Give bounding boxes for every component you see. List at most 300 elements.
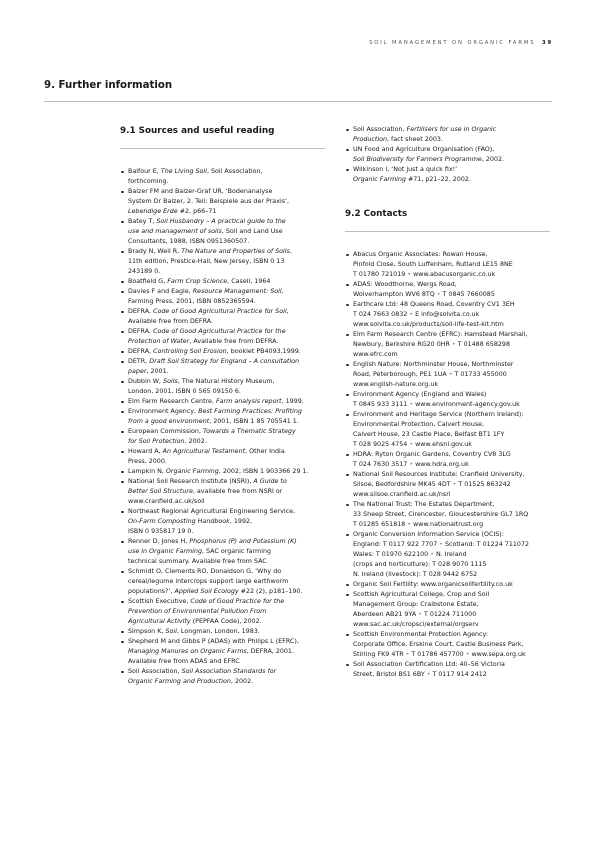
text-segment: Soil Association, <box>128 668 182 675</box>
list-item-line <box>128 427 335 437</box>
italic-title: Soil Husbandry – A practical guide to the <box>156 218 286 225</box>
text-segment: Corporate Office, Erskine Court, Castle Business Park, <box>353 641 524 648</box>
text-segment: Pinfold Close, South Luffenham, Rutland LE15 8NE <box>353 261 513 268</box>
list-item-line <box>128 367 335 377</box>
text-segment: Boatfield G, <box>128 278 168 285</box>
sources-list-continued <box>345 125 560 185</box>
italic-title: Managing Manures on Organic Farms <box>128 648 247 655</box>
text-segment: HDRA: Ryton Organic Gardens, Coventry CV8 3LG <box>353 451 511 458</box>
list-item-line <box>353 250 560 260</box>
list-item <box>120 627 335 637</box>
list-item-line <box>353 420 560 430</box>
text-segment: , 2002. <box>184 438 207 445</box>
text-segment: Elm Farm Research Centre, <box>128 398 216 405</box>
italic-title: Soil Biodiversity for Farmers Programme <box>353 156 482 163</box>
text-segment: London, 2001, ISBN 0 565 09150 6. <box>128 388 241 395</box>
list-item-line <box>128 397 335 407</box>
text-segment: T 0845 7660085 <box>442 291 495 298</box>
text-segment: DEFRA, <box>128 328 154 335</box>
list-item-line <box>353 550 560 560</box>
list-item-line <box>353 640 560 650</box>
list-item <box>345 360 560 390</box>
list-item-line <box>353 540 560 550</box>
list-item <box>120 287 335 307</box>
list-item <box>345 530 560 580</box>
list-item-line <box>128 237 335 247</box>
list-item <box>120 407 335 427</box>
text-segment: Shepherd M and Gibbs P (ADAS) with Philips L (EFRC), <box>128 638 299 645</box>
italic-title: Applied Soil Ecology <box>174 588 239 595</box>
text-segment: T 01285 651818 <box>353 521 406 528</box>
list-item-line <box>128 247 335 257</box>
contacts-title: 9.2 Contacts <box>345 209 408 219</box>
list-item-line <box>353 470 560 480</box>
list-item-line <box>353 175 560 185</box>
separator-dot: • <box>436 291 441 298</box>
list-item <box>345 125 560 145</box>
list-item-line <box>353 480 560 490</box>
sources-list <box>120 167 335 687</box>
section-divider <box>44 101 552 102</box>
list-item <box>120 277 335 287</box>
text-segment: www.sepa.org.uk <box>471 651 526 658</box>
list-item-line <box>353 630 560 640</box>
list-item-line <box>353 400 560 410</box>
separator-dot: • <box>409 461 414 468</box>
list-item-line <box>353 165 560 175</box>
list-item <box>120 187 335 217</box>
separator-dot: • <box>426 671 431 678</box>
list-item-line <box>353 590 560 600</box>
text-segment: Consultants, 1988, ISBN 0951360507. <box>128 238 250 245</box>
text-segment: www.efrc.com <box>353 351 398 358</box>
list-item-line <box>353 320 560 330</box>
text-segment: Scotland: T 01224 711072 <box>444 541 530 548</box>
right-column <box>345 125 560 680</box>
italic-title: Lebendige Erde <box>128 208 178 215</box>
text-segment: T 01525 863242 <box>458 481 511 488</box>
running-header <box>369 40 553 46</box>
list-item-line <box>353 620 560 630</box>
text-segment: #22 (2), p181–190. <box>238 588 303 595</box>
text-segment: , fact sheet 2003. <box>387 136 443 143</box>
italic-title: Farm analysis report <box>215 398 282 405</box>
list-item-line <box>353 155 560 165</box>
text-segment: Soil Association, <box>353 126 407 133</box>
list-item-line <box>128 317 335 327</box>
list-item-line <box>128 297 335 307</box>
text-segment: Environmental Protection, Calvert House, <box>353 421 485 428</box>
text-segment: ADAS: Woodthorne, Wergs Road, <box>353 281 457 288</box>
italic-title: Fertilisers for use in Organic <box>406 126 497 133</box>
list-item-line <box>128 517 335 527</box>
list-item-line <box>128 187 335 197</box>
list-item <box>120 637 335 667</box>
list-item <box>120 167 335 187</box>
text-segment: www.abacusorganic.co.uk <box>413 271 496 278</box>
text-segment: National Soil Research Institute (NSRI), <box>128 478 254 485</box>
separator-dot: • <box>448 371 453 378</box>
text-segment: , available free from NSRI or <box>192 488 283 495</box>
separator-dot: • <box>439 541 443 548</box>
italic-title: The Living Soil <box>160 168 207 175</box>
list-item <box>120 247 335 277</box>
list-item <box>345 280 560 300</box>
list-item-line <box>128 557 335 567</box>
italic-title: Controlling Soil Erosion <box>153 348 227 355</box>
text-segment: Organic Soil Fertility: www.organicsoilfertility.co.uk <box>353 581 513 588</box>
text-segment: DETR, <box>128 358 150 365</box>
text-segment: Available free from ADAS and EFRC <box>128 658 240 665</box>
text-segment: , 2002, ISBN 1 903366 29 1. <box>218 468 309 475</box>
list-item-line <box>353 390 560 400</box>
text-segment: Northeast Regional Agricultural Engineering Service, <box>128 508 296 515</box>
text-segment: System Dr Balzer, 2. Teil: Beispiele aus der Praxis’, <box>128 198 290 205</box>
text-segment: , Casell, 1964 <box>227 278 271 285</box>
text-segment: DEFRA, <box>128 308 154 315</box>
italic-title: Code of Good Practice for the <box>190 598 285 605</box>
italic-title: use in Organic Farming <box>128 548 202 555</box>
italic-title: Protection of Water <box>128 338 190 345</box>
text-segment: , Available free from DEFRA. <box>189 338 279 345</box>
list-item-line <box>353 125 560 135</box>
text-segment: T 0117 914 2412 <box>432 671 487 678</box>
list-item-line <box>353 135 560 145</box>
list-item-line <box>128 277 335 287</box>
text-segment: , The Natural History Museum, <box>177 378 275 385</box>
text-segment: , 2001, ISBN 1 85 705541 1. <box>209 418 299 425</box>
list-item <box>345 580 560 590</box>
text-segment: Earthcare Ltd: 48 Queens Road, Coventry CV1 3EH <box>353 301 515 308</box>
text-segment: , <box>289 248 292 255</box>
list-item-line <box>353 340 560 350</box>
italic-title: Organic Farming <box>353 176 406 183</box>
text-segment: The National Trust: The Estates Department, <box>353 501 495 508</box>
text-segment: Lampkin N, <box>128 468 166 475</box>
list-item <box>345 660 560 680</box>
list-item-line <box>353 430 560 440</box>
text-segment: DEFRA, <box>128 348 154 355</box>
separator-dot: • <box>405 651 410 658</box>
list-item-line <box>353 360 560 370</box>
sources-column <box>120 124 335 687</box>
italic-title: Organic Farming and Production <box>128 678 231 685</box>
list-item-line <box>353 270 560 280</box>
list-item <box>120 567 335 597</box>
text-segment: Aberdeen AB21 9YA <box>353 611 417 618</box>
list-item <box>120 507 335 537</box>
text-segment: Scottish Agricultural College, Crop and Soil <box>353 591 490 598</box>
text-segment: Abacus Organic Associates: Rowan House, <box>353 251 488 258</box>
list-item-line <box>128 527 335 537</box>
text-segment: , Longman, London, 1983. <box>176 628 260 635</box>
text-segment: Balfour E, <box>128 168 161 175</box>
text-segment: Scottish Executive, <box>128 598 191 605</box>
text-segment: T 01224 711000 <box>423 611 477 618</box>
list-item <box>345 470 560 500</box>
text-segment: www.nationaltrust.org <box>413 521 484 528</box>
list-item-line <box>128 307 335 317</box>
text-segment: 243189 0. <box>128 268 161 275</box>
italic-title: Draft Soil Strategy for England – A consultation <box>149 358 300 365</box>
italic-title: Resource Management: Soil <box>192 288 282 295</box>
text-segment: Stirling FK9 4TR <box>353 651 404 658</box>
list-item-line <box>128 197 335 207</box>
text-segment: Street, Bristol BS1 6BY <box>353 671 425 678</box>
list-item-line <box>353 490 560 500</box>
text-segment: European Commission, <box>128 428 203 435</box>
text-segment: Soil Association Certification Ltd: 40–56 Victoria <box>353 661 505 668</box>
list-item-line <box>128 487 335 497</box>
list-item <box>120 377 335 397</box>
text-segment: T 01780 721019 <box>353 271 406 278</box>
text-segment: www.ehsni.gov.uk <box>415 441 472 448</box>
text-segment: www.solvita.co.uk/products/soil-life-test-kit.htm <box>353 321 504 328</box>
text-segment: ISBN 0 935817 19 0. <box>128 528 194 535</box>
separator-dot: • <box>452 481 457 488</box>
text-segment: 33 Sheep Street, Cirencester, Gloucestershire GL7 1RQ <box>353 511 529 518</box>
list-item-line <box>128 467 335 477</box>
text-segment: , <box>286 308 289 315</box>
list-item-line <box>128 617 335 627</box>
text-segment: www.sac.ac.uk/cropsci/external/orgserv <box>353 621 479 628</box>
text-segment: Wales: T 01970 622100 <box>353 551 429 558</box>
separator-dot: • <box>430 551 434 558</box>
separator-dot: • <box>409 441 414 448</box>
separator-dot: • <box>465 651 470 658</box>
list-item-line <box>353 530 560 540</box>
text-segment: cereal/legume intercrops support large earthworm <box>128 578 289 585</box>
text-segment: Batey T, <box>128 218 157 225</box>
text-segment: Brady N, Weil R, <box>128 248 182 255</box>
italic-title: Prevention of Environmental Pollution From <box>128 608 267 615</box>
list-item-line <box>128 207 335 217</box>
text-segment: T 028 9025 4754 <box>353 441 408 448</box>
text-segment: England: T 0117 922 7707 <box>353 541 438 548</box>
text-segment: , Soil and Land Use <box>221 228 283 235</box>
list-item-line <box>353 380 560 390</box>
italic-title: An Agricultural Testament <box>162 448 246 455</box>
text-segment: , 2002. <box>481 156 505 163</box>
list-item-line <box>128 177 335 187</box>
text-segment: Organic Conversion Information Service (OCIS): <box>353 531 504 538</box>
list-item-line <box>128 167 335 177</box>
italic-title: Towards a Thematic Strategy <box>202 428 296 435</box>
text-segment: , <box>281 288 284 295</box>
list-item-line <box>353 370 560 380</box>
list-item <box>345 590 560 630</box>
list-item-line <box>128 337 335 347</box>
text-segment: , 2001. <box>146 368 169 375</box>
text-segment: , Other India <box>245 448 285 455</box>
list-item <box>345 450 560 470</box>
list-item-line <box>128 287 335 297</box>
text-segment: T 01733 455000 <box>454 371 507 378</box>
list-item <box>345 165 560 185</box>
italic-title: The Nature and Properties of Soils <box>181 248 290 255</box>
text-segment: , DEFRA, 2001. <box>246 648 294 655</box>
italic-title: Better Soil Structure <box>128 488 193 495</box>
list-item-line <box>128 507 335 517</box>
list-item <box>120 217 335 247</box>
list-item-line <box>128 647 335 657</box>
text-segment: Wolverhampton WV6 8TQ <box>353 291 435 298</box>
text-segment: T 024 7630 3517 <box>353 461 408 468</box>
text-segment: , 1992, <box>229 518 253 525</box>
separator-dot: • <box>409 401 414 408</box>
italic-title: from a good environment <box>128 418 210 425</box>
text-segment: , booklet PB4093,1999. <box>226 348 301 355</box>
separator-dot: • <box>451 341 456 348</box>
text-segment: Scottish Environmental Protection Agency: <box>353 631 488 638</box>
text-segment: #2, p66–71 <box>177 208 217 215</box>
text-segment: forthcoming. <box>128 178 169 185</box>
text-segment: (PEPFAA Code), 2002. <box>190 618 262 625</box>
separator-dot: • <box>407 521 412 528</box>
list-item-line <box>128 457 335 467</box>
list-item-line <box>128 387 335 397</box>
text-segment: Simpson K, <box>128 628 166 635</box>
text-segment: UN Food and Agriculture Organisation (FAO), <box>353 146 495 153</box>
text-segment: , SAC organic farming <box>201 548 272 555</box>
text-segment: Renner D, Jones H, <box>128 538 190 545</box>
list-item-line <box>128 627 335 637</box>
list-item-line <box>128 267 335 277</box>
list-item-line <box>128 357 335 367</box>
list-item <box>120 357 335 377</box>
list-item-line <box>128 567 335 577</box>
list-item-line <box>353 330 560 340</box>
text-segment: Silsoe, Bedfordshire MK45 4DT <box>353 481 451 488</box>
list-item <box>120 307 335 327</box>
list-item-line <box>353 650 560 660</box>
separator-dot: • <box>418 611 422 618</box>
list-item <box>120 397 335 407</box>
list-item-line <box>353 440 560 450</box>
list-item <box>345 390 560 410</box>
list-item-line <box>353 310 560 320</box>
text-segment: #71, p21–22, 2002. <box>405 176 471 183</box>
list-item <box>345 330 560 360</box>
list-item-line <box>128 657 335 667</box>
text-segment: Calvert House, 23 Castle Place, Belfast BT1 1FY <box>353 431 505 438</box>
text-segment: Newbury, Berkshire RG20 0HR <box>353 341 450 348</box>
text-segment: T 01488 658298 <box>457 341 510 348</box>
text-segment: National Soil Resources Institute: Cranfield University, <box>353 471 525 478</box>
text-segment: www.environment-agency.gov.uk <box>415 401 520 408</box>
list-item-line <box>128 257 335 267</box>
text-segment: www.silsoe.cranfield.ac.uk/nsri <box>353 491 451 498</box>
text-segment: Environment Agency, <box>128 408 199 415</box>
list-item-line <box>353 560 560 570</box>
text-segment: Balzer FM and Balzer-Graf UR, ‘Bodenanalyse <box>128 188 273 195</box>
list-item-line <box>128 227 335 237</box>
list-item <box>345 410 560 450</box>
text-segment: Management Group: Craibstone Estate, <box>353 601 479 608</box>
italic-title: use and management of soils <box>128 228 222 235</box>
list-item-line <box>128 497 335 507</box>
sources-divider <box>120 148 325 149</box>
list-item <box>120 667 335 687</box>
list-item-line <box>353 510 560 520</box>
list-item-line <box>128 377 335 387</box>
italic-title: On-Farm Composting Handbook <box>128 518 230 525</box>
italic-title: Soil <box>165 628 177 635</box>
italic-title: Production <box>353 136 388 143</box>
list-item-line <box>128 537 335 547</box>
list-item-line <box>353 520 560 530</box>
list-item <box>120 467 335 477</box>
list-item <box>345 145 560 165</box>
list-item-line <box>128 637 335 647</box>
text-segment: Howard A, <box>128 448 163 455</box>
italic-title: Code of Good Agricultural Practice for the <box>153 328 286 335</box>
list-item-line <box>353 290 560 300</box>
list-item-line <box>128 407 335 417</box>
text-segment: , Soil Association, <box>206 168 263 175</box>
italic-title: Farm Crop Science <box>167 278 228 285</box>
list-item-line <box>353 410 560 420</box>
separator-dot: • <box>409 311 414 318</box>
list-item-line <box>353 280 560 290</box>
italic-title: A Guide to <box>253 478 287 485</box>
list-item-line <box>353 600 560 610</box>
list-item <box>345 630 560 660</box>
italic-title: Agricultural Activity <box>128 618 191 625</box>
italic-title: Code of Good Agricultural Practice for Soil <box>153 308 287 315</box>
text-segment: www.english-nature.org.uk <box>353 381 439 388</box>
text-segment: E info@solvita.co.uk <box>415 311 480 318</box>
italic-title: Best Farming Practices: Profiting <box>198 408 302 415</box>
list-item-line <box>128 677 335 687</box>
text-segment: technical summary. Available free from SAC <box>128 558 267 565</box>
text-segment: Environment and Heritage Service (Northern Ireland): <box>353 411 524 418</box>
list-item <box>120 347 335 357</box>
running-title: SOIL MANAGEMENT ON ORGANIC FARMS <box>369 40 536 46</box>
list-item <box>345 300 560 330</box>
list-item-line <box>353 570 560 580</box>
list-item-line <box>353 145 560 155</box>
text-segment: Dubbin W, <box>128 378 164 385</box>
list-item <box>120 447 335 467</box>
list-item <box>345 500 560 530</box>
text-segment: Schmidt O, Clements RO, Donaldson G, ‘Why do <box>128 568 282 575</box>
list-item <box>120 537 335 567</box>
text-segment: English Nature: Northminster House, Northminster <box>353 361 514 368</box>
text-segment: , 2002. <box>230 678 254 685</box>
italic-title: Soils <box>163 378 178 385</box>
text-segment: T 024 7663 0832 <box>353 311 408 318</box>
italic-title: for Soil Protection <box>128 438 185 445</box>
separator-dot: • <box>407 271 412 278</box>
list-item-line <box>128 217 335 227</box>
text-segment: Davies F and Eagle, <box>128 288 193 295</box>
list-item <box>120 427 335 447</box>
list-item-line <box>353 610 560 620</box>
text-segment: Elm Farm Research Centre (EFRC): Hamstead Marshall, <box>353 331 528 338</box>
text-segment: Road, Peterborough, PE1 1UA <box>353 371 447 378</box>
list-item-line <box>353 580 560 590</box>
text-segment: Farming Press, 2001, ISBN 0852365594. <box>128 298 256 305</box>
list-item-line <box>128 437 335 447</box>
text-segment: (crops and horticulture): T 028 9070 1115 <box>353 561 487 568</box>
text-segment: www.hdra.org.uk <box>415 461 469 468</box>
text-segment: www.cranfield.ac.uk/soil <box>128 498 205 505</box>
list-item-line <box>128 417 335 427</box>
list-item-line <box>353 500 560 510</box>
text-segment: Environment Agency (England and Wales) <box>353 391 487 398</box>
text-segment: , 1999. <box>281 398 304 405</box>
